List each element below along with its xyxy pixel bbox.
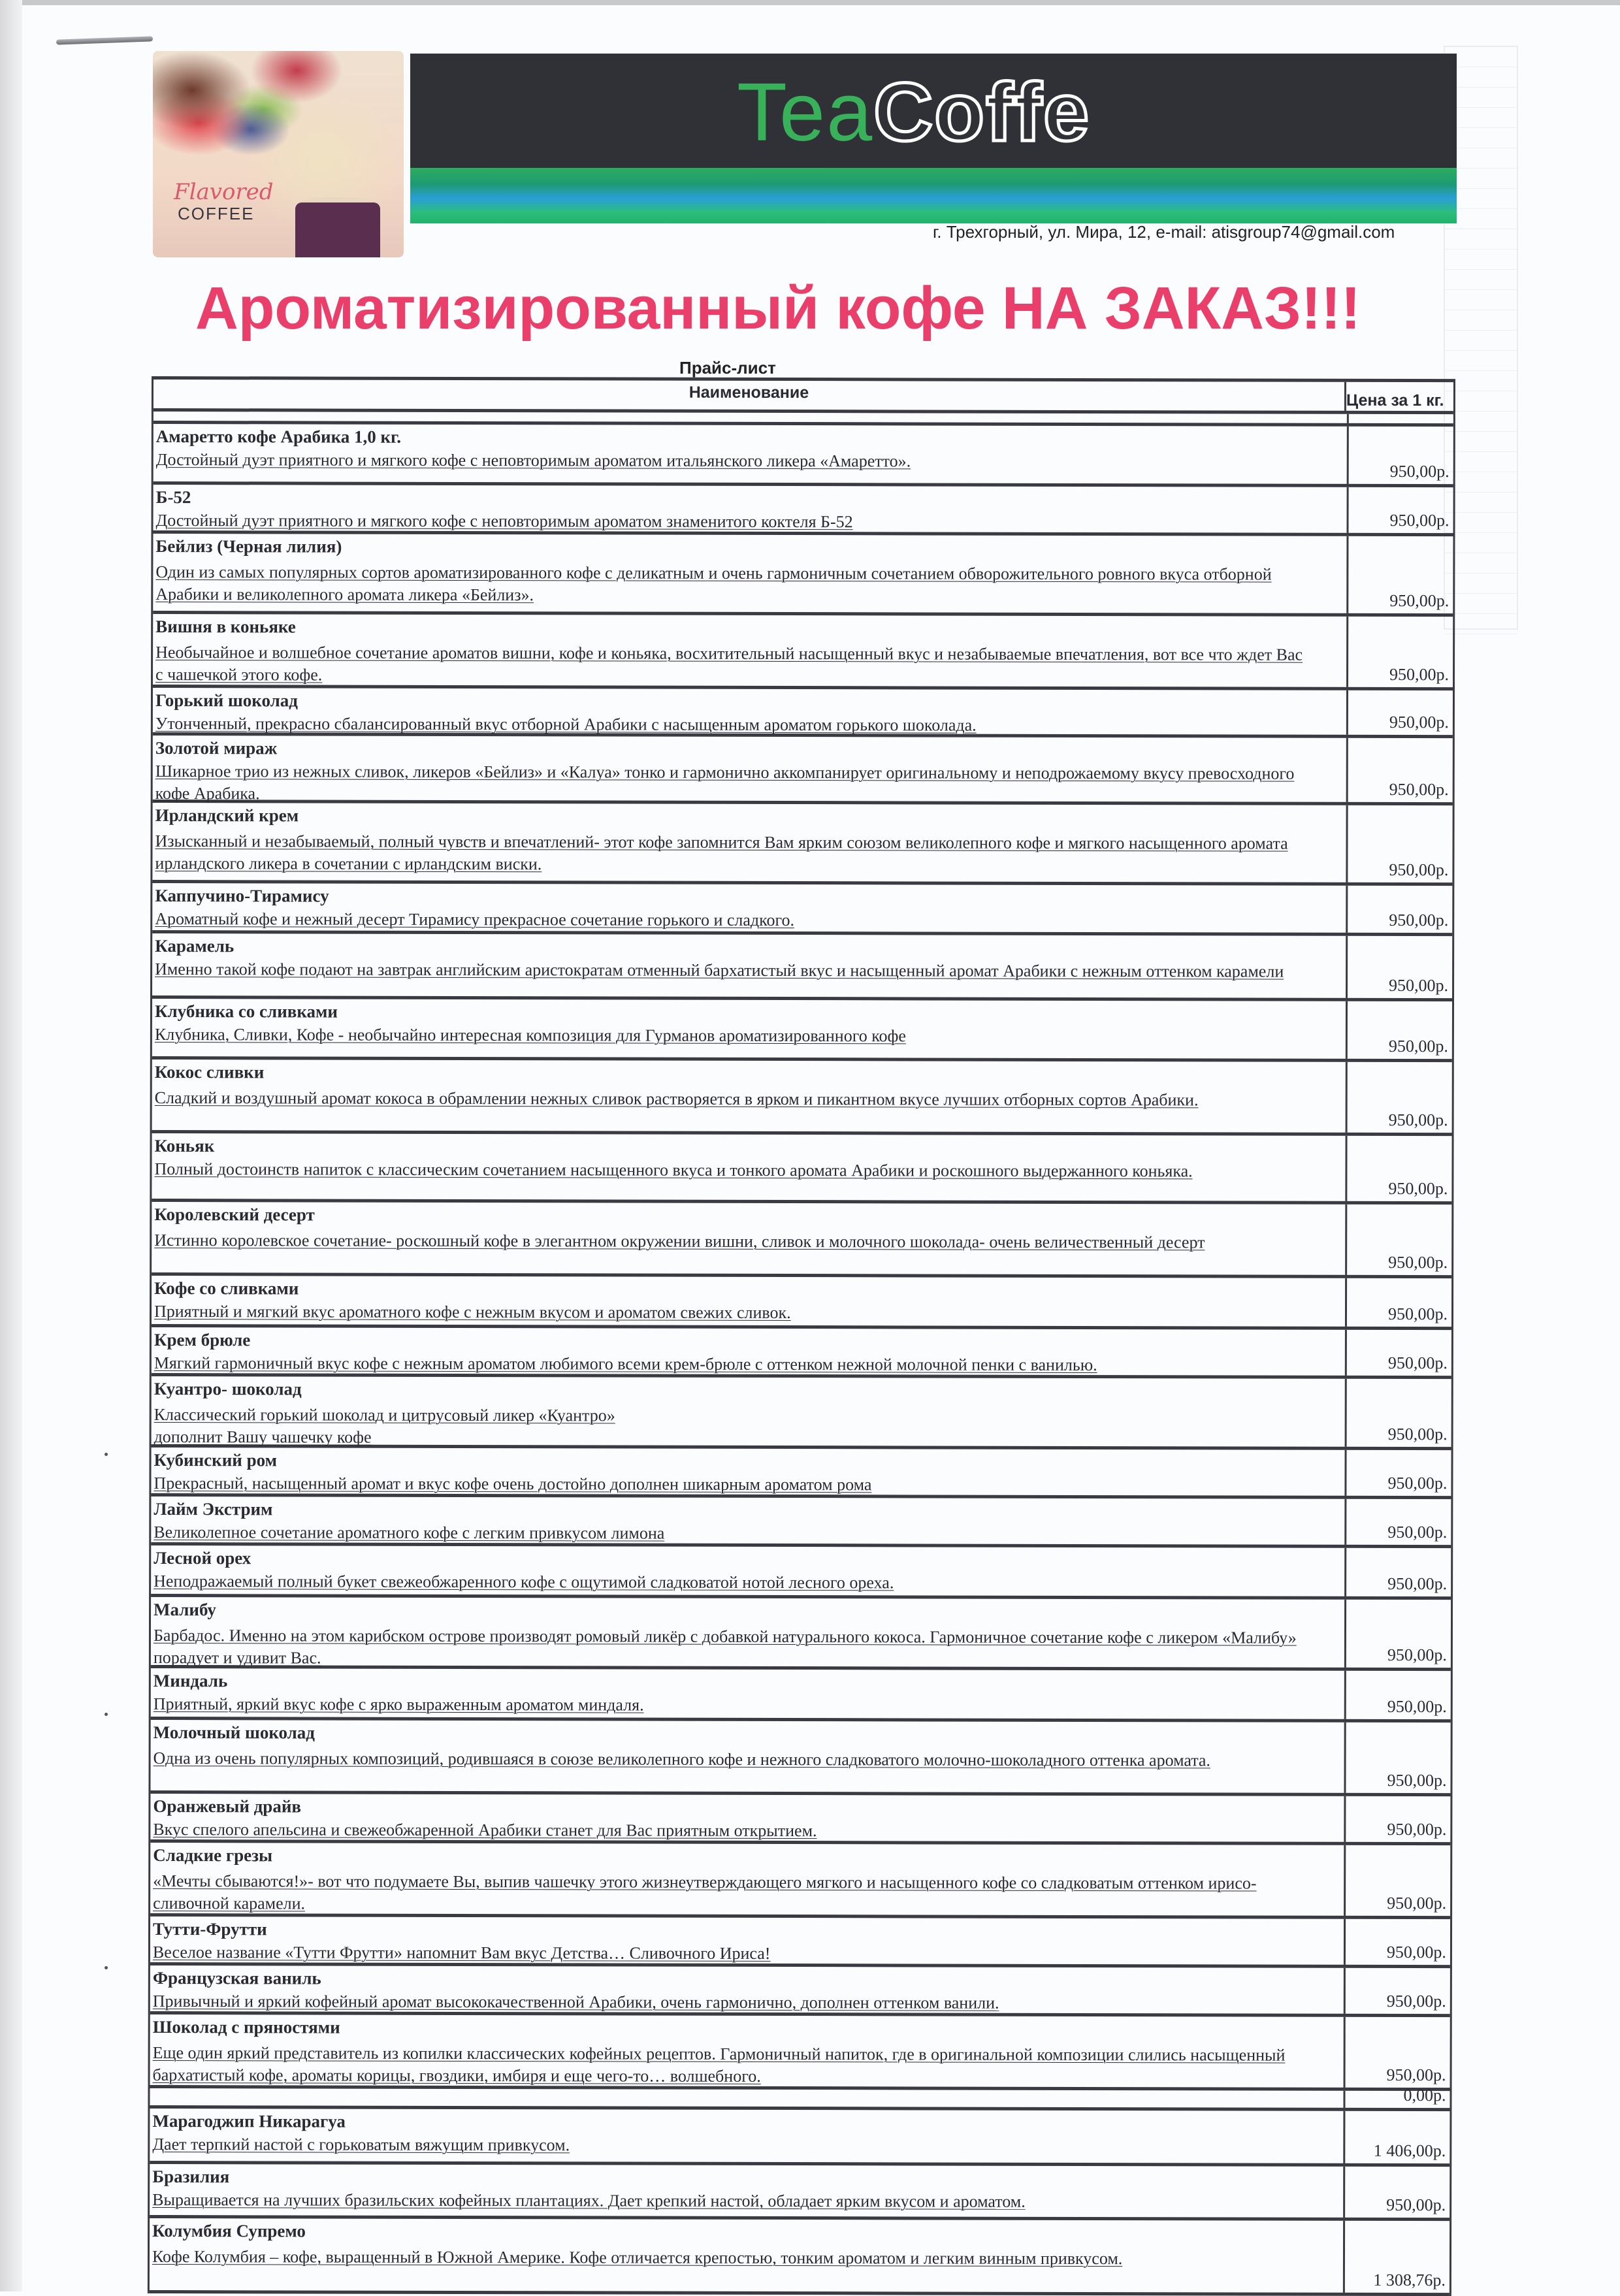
item-name: Бейлиз (Черная лилия) [155,536,342,557]
item-price: 950,00р. [1388,1252,1448,1272]
table-row [152,1327,1451,1379]
item-cell [150,1794,1346,1842]
item-cell [154,424,1349,484]
price-cell [1345,2111,1450,2163]
item-price: 950,00р. [1387,1304,1448,1324]
table-row [153,736,1453,805]
item-description: Истинно королевское сочетание- роскошный кофе в элегантном окружении вишни, сливок и молочного шоколада- очень величественный десерт [154,1231,1205,1252]
price-cell [1348,1001,1452,1059]
item-description: Изысканный и незабываемый, полный чувств и впечатлений- этот кофе запомнится Вам ярким союзом великолепного кофе и мягкого насыщенного аромата ирландского ликера в сочетании с ирландским виски. [155,832,1288,874]
item-cell [153,688,1348,735]
item-price: 950,00р. [1387,1696,1447,1717]
item-description: Приятный, яркий вкус кофе с ярко выраженным ароматом миндаля. [153,1694,644,1715]
spacer-cell [1349,414,1453,423]
item-description: Приятный и мягкий вкус ароматного кофе с нежным вкусом и ароматом свежих сливок. [154,1302,791,1323]
item-cell [151,1496,1346,1545]
item-name: Лайм Экстрим [154,1499,273,1519]
table-row [151,1668,1451,1722]
item-price: 950,00р. [1388,1110,1448,1130]
item-cell [152,933,1348,998]
price-cell [1346,1919,1450,1965]
staple-mark [56,36,153,44]
item-name: Сладкие грезы [153,1845,273,1866]
item-cell [152,803,1348,882]
item-cell [151,1447,1346,1496]
item-cell [151,1545,1346,1596]
item-price: 950,00р. [1387,1424,1448,1444]
item-cell [152,1376,1347,1447]
item-cell [150,1720,1346,1793]
item-price: 950,00р. [1389,779,1449,800]
item-description: Один из самых популярных сортов ароматизированного кофе с деликатным и очень гармоничным сочетанием обворожительного ровного вкуса отборной Арабики и великолепного аромата ликера «Бейлиз». [155,562,1272,605]
item-description: Сладкий и воздушный аромат кокоса в обрамлении нежных сливок растворяется в ярком и пикантном вкусе лучших отборных сортов Арабики. [154,1088,1199,1110]
table-row [150,1843,1450,1919]
item-cell [153,614,1348,687]
brand-banner [410,54,1457,217]
table-row [152,1202,1451,1278]
price-cell [1348,805,1452,882]
item-name: Миндаль [153,1671,228,1691]
brand-tea: Tea [737,66,874,158]
item-description: Неподражаемый полный букет свежеобжаренного кофе с ощутимой сладковатой нотой лесного ореха. [154,1572,894,1593]
column-header-name: Наименование [154,380,1346,411]
item-price: 950,00р. [1389,664,1450,685]
table-row [150,1916,1450,1968]
price-cell [1348,1062,1452,1133]
item-name: Амаретто кофе Арабика 1,0 кг. [155,427,402,447]
item-description: Шикарное трио из нежных сливок, ликеров «Бейлиз» и «Калуа» тонко и гармонично аккомпанирует оригинальному и неподрожаемому вкусу превосходного кофе Арабика. [155,762,1295,803]
item-name: Клубника со сливками [154,1001,338,1022]
item-name: Бразилия [152,2167,230,2187]
item-name: Тутти-Фрутти [152,1919,267,1939]
item-price: 950,00р. [1389,461,1450,481]
item-cell [150,2014,1346,2088]
item-cell [152,1327,1347,1376]
item-name: Вишня в коньяке [155,617,296,637]
table-row [150,2164,1450,2221]
item-name: Малибу [154,1600,216,1620]
item-price: 950,00р. [1386,1942,1446,1962]
item-name: Коньяк [154,1136,215,1156]
table-row [150,2218,1450,2296]
item-cell [151,1668,1346,1719]
item-description: Необычайное и волшебное сочетание ароматов вишни, кофе и коньяка, восхитительный насыщенный вкус и незабываемые впечатления, вот все что ждет Вас с чашечкой этого кофе. [155,643,1303,685]
price-cell [1347,1136,1451,1201]
logo-caption: COFFEE [178,204,255,223]
item-description: Еще один яркий представитель из копилки классических кофейных рецептов. Гармоничный напиток, где в оригинальной композиции слились насыщенный бархатистый кофе, ароматы корицы, гвоздики, имбиря и еще чего-то… волшебного. [152,2043,1286,2086]
item-cell [150,1916,1346,1965]
item-price: 950,00р. [1387,1574,1448,1594]
brand-logo [737,67,1090,158]
item-description: Именно такой кофе подают на завтрак английским аристократам отменный бархатистый вкус и насыщенный аромат Арабики с нежным оттенком карамели [155,960,1284,981]
item-name: Кубинский ром [154,1450,278,1470]
price-cell [1345,2167,1450,2218]
item-price: 950,00р. [1386,1991,1446,2011]
table-row [150,2088,1450,2111]
item-cell [152,1133,1347,1201]
price-cell [1348,617,1453,687]
item-description: Барбадос. Именно на этом карибском острове производят ромовый ликёр с добавкой натурального кокоса. Гармоничное сочетание кофе с ликером «Малибу» порадует и удивит Вас. [153,1626,1297,1668]
table-row [152,1276,1451,1330]
price-cell [1348,936,1452,998]
table-row [150,1965,1450,2017]
item-cell [150,1843,1346,1916]
item-name: Французская ваниль [152,1968,321,1988]
item-price: 950,00р. [1387,1353,1448,1373]
item-name: Б-52 [155,487,191,508]
table-row [153,485,1453,536]
item-description: Мягкий гармоничный вкус кофе с нежным ароматом любимого всеми крем-брюле с оттенком нежной молочной пенки с ванилью. [154,1353,1097,1375]
item-cell [150,2164,1345,2218]
item-price: 950,00р. [1387,1770,1447,1790]
item-cell [152,1059,1348,1133]
table-row [152,883,1452,936]
item-name: Шоколад с пряностями [152,2017,340,2037]
item-name: Каппучино-Тирамису [155,886,329,906]
table-row [150,1720,1450,1796]
item-price: 950,00р. [1386,2065,1446,2085]
price-cell [1347,1205,1451,1275]
price-list-title: Прайс-лист [679,358,776,378]
item-cell [152,883,1348,933]
item-name: Марагоджип Никарагуа [152,2111,346,2131]
item-price: 950,00р. [1389,510,1450,530]
banner-color-stripe [410,168,1457,223]
price-cell [1346,1671,1451,1719]
price-cell [1349,487,1453,533]
scan-speck [105,1713,108,1716]
item-cell [154,485,1349,533]
price-cell [1348,536,1453,613]
item-price: 950,00р. [1387,1893,1447,1913]
item-price: 950,00р. [1388,1036,1448,1056]
table-row [150,2109,1450,2167]
item-description: Достойный дуэт приятного и мягкого кофе с неповторимым ароматом итальянского ликера «Амаретто». [155,450,911,471]
item-name: Оранжевый драйв [153,1796,302,1817]
item-description: Прекрасный, насыщенный аромат и вкус кофе очень достойно дополнен шикарным ароматом рома [154,1474,872,1495]
table-row [152,1059,1452,1136]
price-cell [1346,1499,1451,1545]
scan-speck [105,1966,108,1969]
item-description: Выращивается на лучших бразильских кофейных плантациях. Дает крепкий настой, обладает ярким вкусом и ароматом. [152,2190,1026,2211]
table-header-row [154,376,1453,414]
table-row [153,534,1453,617]
price-cell [1348,690,1453,735]
item-price: 950,00р. [1389,712,1449,732]
item-description: Великолепное сочетание ароматного кофе с легким привкусом лимона [154,1523,665,1543]
scan-speck [105,1453,108,1456]
table-row [153,688,1453,738]
price-cell [1347,1379,1451,1447]
item-price: 950,00р. [1389,860,1449,880]
price-cell [1349,427,1453,484]
item-cell [152,1202,1347,1275]
price-cell [1348,738,1453,802]
brand-coffe: Coffe [873,66,1091,158]
item-cell [150,2109,1345,2163]
item-cell [150,2218,1345,2293]
price-cell [1346,1722,1450,1793]
table-row [151,1496,1451,1548]
item-cell [152,999,1348,1059]
item-cell [150,1965,1346,2014]
item-price: 950,00р. [1389,910,1449,930]
price-cell [1347,1278,1451,1327]
item-price: 1 406,00р. [1373,2141,1446,2161]
table-row [154,424,1453,487]
item-cell [152,1276,1347,1327]
item-price: 950,00р. [1387,1645,1447,1665]
price-cell [1346,1968,1450,2014]
item-description: Классический горький шоколад и цитрусовый ликер «Куантро» дополнит Вашу чашечку кофе [154,1405,615,1447]
price-cell [1348,886,1452,933]
table-row [151,1597,1451,1671]
item-name: Колумбия Супремо [152,2221,306,2241]
item-name: Молочный шоколад [153,1722,316,1743]
promo-headline: Ароматизированный кофе НА ЗАКАЗ!!! [195,275,1361,342]
logo-photo [153,51,404,257]
table-row [152,933,1452,1001]
table-row [153,614,1453,690]
item-description: Вкус спелого апельсина и свежеобжаренной Арабики станет для Вас приятным открытием. [153,1820,817,1841]
column-header-price: Цена за 1 кг. [1346,391,1444,410]
table-row [152,999,1452,1062]
item-price: 950,00р. [1389,590,1450,611]
item-price: 950,00р. [1386,2195,1446,2215]
price-cell [1345,2086,1450,2108]
item-name: Золотой мираж [155,738,278,758]
item-name: Кофе со сливками [154,1278,299,1299]
table-row [152,1376,1451,1450]
item-price: 950,00р. [1389,975,1449,995]
item-cell [153,534,1348,613]
price-cell [1346,2017,1450,2088]
table-row [152,1133,1451,1205]
table-row [151,1447,1451,1499]
item-description: «Мечты сбываются!»- вот что подумаете Вы, выпив чашечку этого жизнеутверждающего мягкого и насыщенного кофе со сладковатым оттенком ирисо-сливочной карамели. [153,1871,1257,1913]
scan-edge [0,0,1620,5]
item-cell [153,736,1348,802]
item-name: Ирландский крем [155,805,299,826]
table-row [150,1794,1450,1845]
price-cell [1345,2221,1450,2293]
item-description: Достойный дуэт приятного и мягкого кофе с неповторимым ароматом знаменитого коктеля Б-52 [155,511,853,532]
price-cell [1346,1548,1451,1596]
price-cell [1346,1450,1451,1496]
price-cell [1346,1600,1451,1668]
item-description: Клубника, Сливки, Кофе - необычайно интересная композиция для Гурманов ароматизированного кофе [154,1025,906,1046]
item-name: Крем брюле [154,1330,251,1350]
item-price: 950,00р. [1387,1473,1448,1493]
item-description: Одна из очень популярных композиций, родившаяся в союзе великолепного кофе и нежного сладковатого молочно-шоколадного оттенка аромата. [153,1749,1210,1770]
item-description: Привычный и яркий кофейный аромат высококачественной Арабики, очень гармонично, дополнен оттенком ванили. [152,1992,999,2013]
item-description: Полный достоинств напиток с классическим сочетанием насыщенного вкуса и тонкого аромата Арабики и роскошного выдержанного коньяка. [154,1159,1193,1181]
item-name: Лесной орех [154,1548,251,1568]
spacer-cell [154,412,1349,423]
price-cell [1346,1796,1450,1842]
item-price: 950,00р. [1388,1178,1448,1199]
table-row [152,803,1452,886]
item-name: Куантро- шоколад [154,1379,302,1399]
item-description: Ароматный кофе и нежный десерт Тирамису прекрасное сочетание горького и сладкого. [155,909,795,930]
item-name: Королевский десерт [154,1205,315,1225]
item-description: Дает терпкий настой с горьковатым вяжущим привкусом. [152,2135,570,2155]
price-table [148,376,1455,2296]
table-row [151,1545,1451,1600]
item-name: Горький шоколад [155,690,298,711]
item-cell [151,1597,1346,1668]
logo-script-text: Flavored [174,179,274,205]
item-description: Веселое название «Тутти Фрутти» напомнит Вам вкус Детства… Сливочного Ириса! [152,1943,771,1963]
table-row [150,2014,1450,2091]
item-price: 1 308,76р. [1373,2270,1446,2290]
item-description: Кофе Колумбия – кофе, выращенный в Южной Америке. Кофе отличается крепостью, тонким ароматом и легким винным привкусом. [152,2247,1123,2269]
price-cell [1347,1330,1451,1376]
coffee-cup-icon [295,202,380,257]
item-price: 950,00р. [1387,1522,1448,1542]
item-price: 0,00р. [1403,2086,1446,2105]
item-description: Утонченный, прекрасно сбалансированный вкус отборной Арабики с насыщенным ароматом горького шоколада. [155,714,977,735]
item-name: Карамель [155,936,235,956]
company-address: г. Трехгорный, ул. Мира, 12, e-mail: atisgroup74@gmail.com [933,222,1395,242]
item-cell [150,2088,1345,2108]
price-cell [1346,1845,1450,1916]
item-price: 950,00р. [1387,1819,1447,1839]
item-name: Кокос сливки [154,1062,265,1082]
scan-edge [0,0,22,2291]
